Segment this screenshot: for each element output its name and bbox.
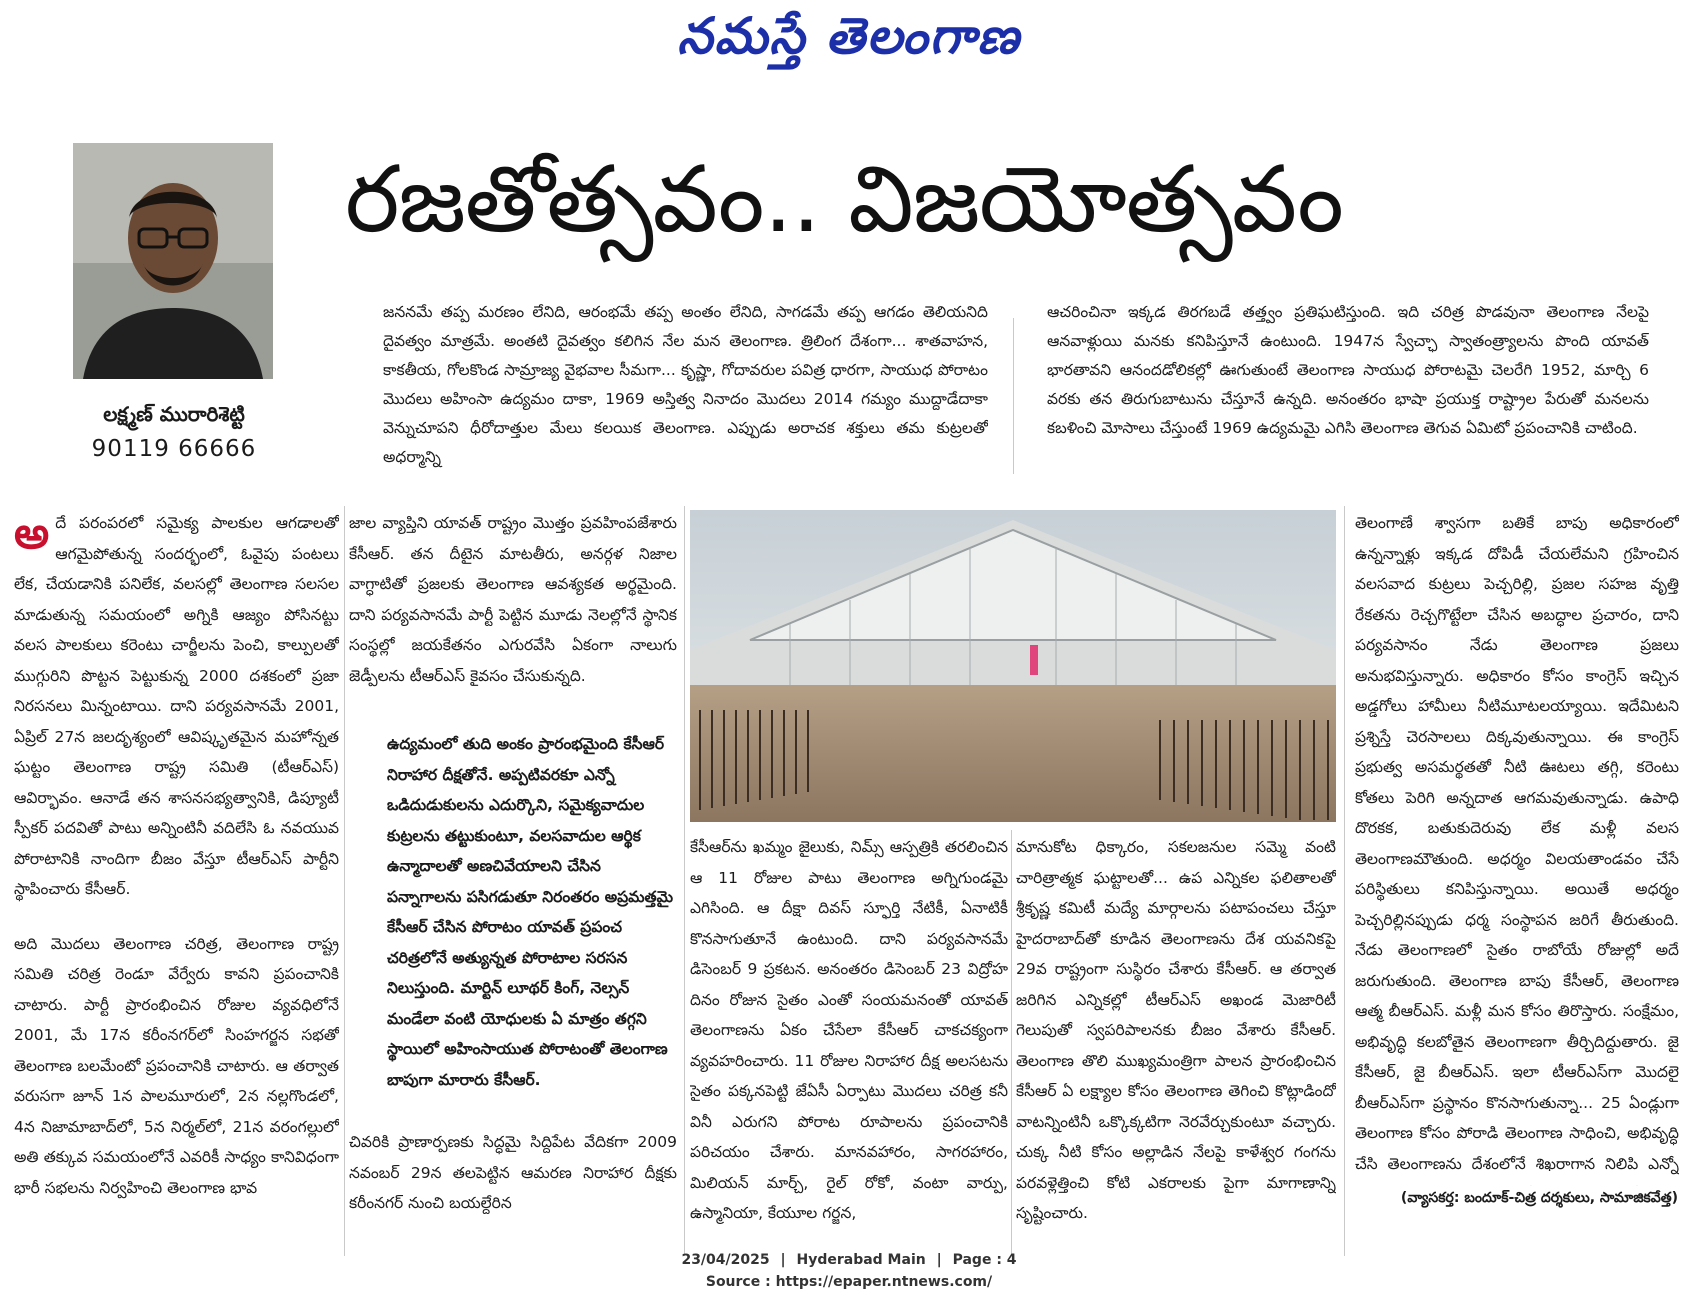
intro-left-column [383, 298, 988, 476]
article-column-4 [1016, 832, 1336, 1252]
footer-separator: | [780, 1252, 786, 1268]
author-photo [73, 143, 273, 379]
column-divider-3 [1011, 830, 1012, 1256]
drop-cap: అ [14, 508, 50, 559]
footer-page: Page : 4 [952, 1252, 1017, 1268]
article-column-2 [349, 508, 677, 1258]
author-portrait-image [73, 143, 273, 379]
intro-right-text: ఆచరించినా ఇక్కడ తిరగబడే తత్త్వం ప్రతిఘటిస్తుంది. ఇది చరిత్ర పొడవునా తెలంగాణ నేలపై ఆనవాళ్లుయి మనకు కనిపిస్తూనే ఉంటుంది. 1947న స్వేచ్ఛా స్వాతంత్ర్యాలను పొంది యావత్ భారతావని ఆనందడోలికల్లో ఊగుతుంటే తెలంగాణ సాయుధ పోరాటమై చెలరేగి 1952, మార్చి 6 వరకు తన తిరుగుబాటును చేస్తూనే ఉన్నది. అనంతరం భాషా ప్రయుక్త రాష్ట్రాల పేరుతో మనలను కబళించి మోసాలు చేస్తుంటే 1969 ఉద్యమమై ఎగిసి తెలంగాణ తెగువ ఏమిటో ప్రపంచానికి చాటింది. [1047, 303, 1649, 437]
column-divider-2 [684, 506, 685, 1256]
article-column-5 [1355, 508, 1679, 1186]
headline: రజతోత్సవం.. విజయోత్సవం [345, 146, 1343, 253]
masthead-logo: నమస్తే తెలంగాణ [677, 6, 1021, 65]
tent-structure-image [690, 510, 1336, 822]
column-divider-4 [1344, 506, 1345, 1256]
pull-quote: ఉద్యమంలో తుది అంకం ప్రారంభమైంది కేసీఆర్ నిరాహార దీక్షతోనే. అప్పటివరకూ ఎన్నో ఒడిదుడుకులను ఎదుర్కొని, సమైక్యవాదుల కుట్రలను తట్టుకుంటూ, వలసవాదుల ఆర్థిక ఉన్మాదాలతో అణచివేయాలని చేసిన పన్నాగాలను పసిగడుతూ నిరంతరం అప్రమత్తమై కేసీఆర్ చేసిన పోరాటం యావత్ ప్రపంచ చరిత్రలోనే అత్యున్నత పోరాటాల సరసన నిలుస్తుంది. మార్టిన్ లూథర్ కింగ్, నెల్సన్ మండేలా వంటి యోధులకు ఏ మాత్రం తగ్గని స్థాయిలో అహింసాయుత పోరాటంతో తెలంగాణ బాపుగా మారారు కేసీఆర్. [387, 735, 673, 1089]
intro-left-text: జననమే తప్ప మరణం లేనిది, ఆరంభమే తప్ప అంతం లేనిది, సాగడమే తప్ప ఆగడం తెలియనిది దైవత్వం మాత్రమే. అంతటి దైవత్వం కలిగిన నేల మన తెలంగాణ. త్రిలింగ దేశంగా... శాతవాహన, కాకతీయ, గోలకొండ సామ్రాజ్య వైభవాల సీమగా... కృష్ణా, గోదావరుల పవిత్ర ధారగా, సాయుధ పోరాటం మొదలు అహింసా ఉద్యమం దాకా, 1969 అస్తిత్వ నినాదం మొదలు 2014 గమ్యం ముద్దాడేదాకా వెన్నుచూపని ధీరోదాత్తుల మేలు కలయిక తెలంగాణ. ఎప్పుడు అరాచక శక్తులు తమ కుట్రలతో అధర్మాన్ని [383, 303, 988, 466]
author-phone: 90119 66666 [91, 436, 257, 462]
column-2-paragraph-2: చివరికి ప్రాణార్పణకు సిద్ధమై సిద్దిపేట వేదికగా 2009 నవంబర్ 29న తలపెట్టిన ఆమరణ నిరాహార దీక్షకు కరీంనగర్ నుంచి బయల్దేరిన [349, 1133, 677, 1212]
footer-date: 23/04/2025 [681, 1252, 770, 1268]
intro-right-column [1047, 298, 1649, 476]
column-4-paragraph-1: మానుకోట ధిక్కారం, సకలజనుల సమ్మె వంటి చారిత్రాత్మక ఘట్టాలతో... ఉప ఎన్నికల ఫలితాలతో శ్రీకృష్ణ కమిటీ మద్యే మార్గాలను పటాపంచలు చేస్తూ హైదరాబాద్‌తో కూడిన తెలంగాణను దేశ యవనికపై 29వ రాష్ట్రంగా సుస్థిరం చేశారు కేసీఆర్. ఆ తర్వాత జరిగిన ఎన్నికల్లో టీఆర్ఎస్ అఖండ మెజారిటీ గెలుపుతో స్వపరిపాలనకు బీజం వేశారు కేసీఆర్. తెలంగాణ తొలి ముఖ్యమంత్రిగా పాలన ప్రారంభించిన కేసీఆర్ ఏ లక్ష్యాల కోసం తెలంగాణ తెగించి కొట్లాడిందో వాటన్నింటినీ ఒక్కొక్కటిగా నెరవేర్చుకుంటూ వచ్చారు. చుక్క నీటి కోసం అల్లాడిన నేలపై కాళేశ్వర గంగను పరవళ్లెత్తించి కోటి ఎకరాలకు పైగా మాగాణాన్ని సృష్టించారు. [1016, 838, 1336, 1222]
author-name: లక్ష్మణ్ మురారిశెట్టి [103, 402, 245, 426]
column-1-paragraph-1: దే పరంపరలో సమైక్య పాలకుల ఆగడాలతో ఆగమైపోతున్న సందర్భంలో, ఓవైపు పంటలు లేక, చేయడానికి పనిలేక, వలసల్లో తెలంగాణ సలసల మాడుతున్న సమయంలో అగ్నికి ఆజ్యం పోసినట్టు వలస పాలకులు కరెంటు చార్జీలను పెంచి, కాల్పులతో ముగ్గురిని పొట్టన పెట్టుకున్న 2000 దశకంలో ప్రజా నిరసనలు మిన్నంటాయి. దాని పర్యవసానమే 2001, ఏప్రిల్ 27న జలదృశ్యంలో ఆవిష్కృతమైన మహోన్నత ఘట్టం తెలంగాణ రాష్ట్ర సమితి (టీఆర్ఎస్) ఆవిర్భావం. ఆనాడే తన శాసనసభ్యత్వానికి, డిప్యూటీ స్పీకర్ పదవితో పాటు అన్నింటినీ వదిలేసి ఓ నవయువ పోరాటానికి నాందిగా బీజం వేస్తూ టీఆర్ఎస్ పార్టీని స్థాపించారు కేసీఆర్. [14, 514, 339, 898]
article-column-3 [690, 832, 1008, 1252]
column-3-paragraph-1: కేసీఆర్‌ను ఖమ్మం జైలుకు, నిమ్స్ ఆస్పత్రికి తరలించిన ఆ 11 రోజుల పాటు తెలంగాణ అగ్నిగుండమై ఎగిసింది. ఆ దీక్షా దివస్ స్ఫూర్తి నేటికీ, ఏనాటికీ కొనసాగుతూనే ఉంటుంది. దాని పర్యవసానమే డిసెంబర్ 9 ప్రకటన. అనంతరం డిసెంబర్ 23 విద్రోహ దినం రోజున సైతం ఎంతో సంయమనంతో యావత్ తెలంగాణను ఏకం చేసేలా కేసీఆర్ చాకచక్యంగా వ్యవహరించారు. 11 రోజుల నిరాహార దీక్ష అలసటను సైతం పక్కనపెట్టి జేఏసీ ఏర్పాటు మొదలు చరిత్ర కనీ వినీ ఎరుగని పోరాట రూపాలను ప్రపంచానికి పరిచయం చేశారు. మానవహారం, సాగరహారం, మిలియన్ మార్చ్, రైల్ రోకో, వంటా వార్పు, ఉస్మానియా, కేయూల గర్జన, [690, 838, 1008, 1222]
column-2-paragraph-1: జాల వ్యాప్తిని యావత్ రాష్ట్రం మొత్తం ప్రవహింపజేశారు కేసీఆర్. తన దీటైన మాటతీరు, అనర్గళ నిజాల వాగ్ధాటితో ప్రజలకు తెలంగాణ ఆవశ్యకత అర్థమైంది. దాని పర్యవసానమే పార్టీ పెట్టిన మూడు నెలల్లోనే స్థానిక సంస్థల్లో జయకేతనం ఎగురవేసి ఏకంగా నాలుగు జెడ్పీలను టీఆర్ఎస్ కైవసం చేసుకున్నది. [349, 514, 677, 685]
footer-separator: | [936, 1252, 942, 1268]
footer-edition: Hyderabad Main [796, 1252, 926, 1268]
intro-divider [1013, 318, 1014, 474]
column-1-paragraph-2: అది మొదలు తెలంగాణ చరిత్ర, తెలంగాణ రాష్ట్ర సమితి చరిత్ర రెండూ వేర్వేరు కావని ప్రపంచానికి చాటారు. పార్టీ ప్రారంభించిన రోజుల వ్యవధిలోనే 2001, మే 17న కరీంనగర్‌లో సింహగర్జన సభతో తెలంగాణ బలమేంటో ప్రపంచానికి చాటారు. ఆ తర్వాత వరుసగా జూన్ 1న పాలమూరులో, 2న నల్లగొండలో, 4న నిజామాబాద్‌లో, 5న నిర్మల్‌లో, 21న వరంగల్లులో అతి తక్కువ సమయంలోనే ఎవరికీ సాధ్యం కానివిధంగా భారీ సభలను నిర్వహించి తెలంగాణ భావ [14, 934, 339, 1197]
column-5-paragraph-1: తెలంగాణే శ్వాసగా బతికే బాపు అధికారంలో ఉన్నన్నాళ్లు ఇక్కడ దోపిడీ చేయలేమని గ్రహించిన వలసవాద కుట్రలు పెచ్చరిల్లి, ప్రజల సహజ వృత్తి రేకతను రెచ్చగొట్టేలా చేసిన అబద్ధాల ప్రచారం, దాని పర్యవసానం నేడు తెలంగాణ ప్రజలు అనుభవిస్తున్నారు. అధికారం కోసం కాంగ్రెస్ ఇచ్చిన అడ్డగోలు హామీలు నీటిమూటలయ్యాయి. ఇదేమిటని ప్రశ్నిస్తే చెరసాలలు దిక్కవుతున్నాయి. ఈ కాంగ్రెస్ ప్రభుత్వ అసమర్థతతో నీటి ఊటలు తగ్గి, కరెంటు కోతలు పెరిగి అన్నదాత ఆగమవుతున్నాడు. ఉపాధి దొరకక, బతుకుదెరువు లేక మళ్లీ వలస తెలంగాణమౌతుంది. అధర్మం విలయతాండవం చేసే పరిస్థితులు కనిపిస్తున్నాయి. అయితే అధర్మం పెచ్చరిల్లినప్పుడు ధర్మ సంస్థాపన జరిగే తీరుతుంది. నేడు తెలంగాణలో సైతం రాబోయే రోజుల్లో అదే జరుగుతుంది. తెలంగాణ బాపు కేసీఆర్, తెలంగాణ ఆత్మ బీఆర్ఎస్. మళ్లీ మన కోసం తిరొస్తారు. సంక్షేమం, అభివృద్ధి కలబోతైన తెలంగాణగా తీర్చిదిద్దుతారు. జై కేసీఆర్, జై బీఆర్ఎస్. ఇలా టీఆర్ఎస్‌గా మొదలై బీఆర్ఎస్‌గా ప్రస్థానం కొనసాగుతున్నా... 25 ఏండ్లుగా తెలంగాణ కోసం పోరాడి తెలంగాణ సాధించి, అభివృద్ధి చేసి తెలంగాణను దేశంలోనే శిఖరాగాన నిలిపి ఎన్నో [1355, 514, 1679, 1173]
event-venue-photo [690, 510, 1336, 822]
column-divider-1 [344, 506, 345, 1256]
footer-source[interactable]: Source : https://epaper.ntnews.com/ [705, 1274, 993, 1290]
article-column-1 [14, 508, 339, 1258]
footer-edition-line [0, 1252, 1698, 1268]
author-byline: (వ్యాసకర్త: బందూక్-చిత్ర దర్శకులు, సామాజికవేత్త) [1400, 1190, 1678, 1206]
